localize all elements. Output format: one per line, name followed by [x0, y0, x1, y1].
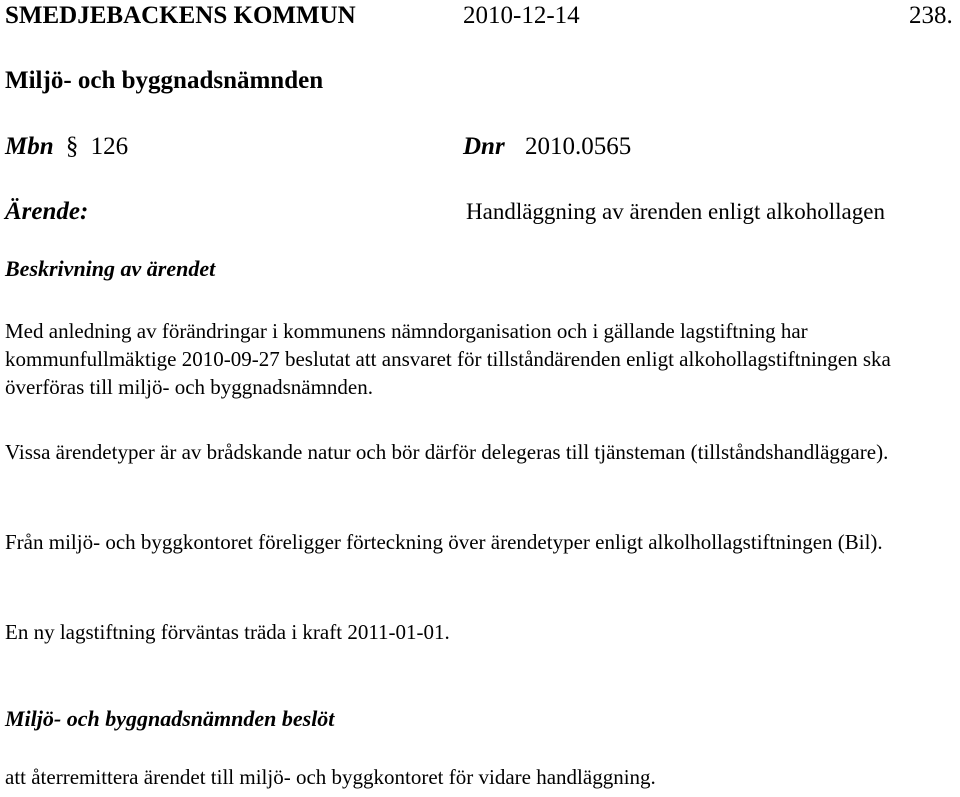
- paragraph-text: Med anledning av förändringar i kommunens nämndorganisation och i gällande lagstiftning har kommunfullmäktige 2010-09-27 beslutat att ansvaret för tillståndärenden enligt alkohollagstiftningen ska överföras till miljö- och byggnadsnämnden.: [5, 319, 891, 399]
- mbn-label: Mbn: [5, 133, 54, 160]
- description-paragraph: [5, 618, 955, 646]
- description-heading: Beskrivning av ärendet: [5, 256, 216, 281]
- mbn-number: 126: [90, 133, 129, 160]
- matter-label: Ärende:: [5, 198, 89, 225]
- paragraph-text: Från miljö- och byggkontoret föreligger förteckning över ärendetyper enligt alkolhollagstiftningen (Bil).: [5, 530, 883, 554]
- description-paragraph: [5, 528, 955, 556]
- dnr-reference: [463, 134, 631, 159]
- case-reference: [5, 134, 128, 159]
- dnr-number: 2010.0565: [524, 133, 632, 160]
- meeting-date: 2010-12-14: [463, 2, 580, 29]
- description-paragraph: [5, 317, 955, 401]
- matter-title: Handläggning av ärenden enligt alkohollagen: [466, 199, 885, 224]
- section-symbol: §: [65, 133, 79, 160]
- decision-text: att återremittera ärendet till miljö- och byggkontoret för vidare handläggning.: [5, 765, 656, 789]
- paragraph-text: En ny lagstiftning förväntas träda i kraft 2011-01-01.: [5, 620, 450, 644]
- decision-heading: Miljö- och byggnadsnämnden beslöt: [5, 706, 335, 731]
- page-number: 238.: [909, 2, 953, 29]
- organization-name: SMEDJEBACKENS KOMMUN: [5, 2, 356, 29]
- dnr-label: Dnr: [463, 133, 505, 160]
- description-paragraph: [5, 438, 955, 466]
- committee-name: Miljö- och byggnadsnämnden: [5, 67, 324, 94]
- paragraph-text: Vissa ärendetyper är av brådskande natur och bör därför delegeras till tjänsteman (tillståndshandläggare).: [5, 440, 889, 464]
